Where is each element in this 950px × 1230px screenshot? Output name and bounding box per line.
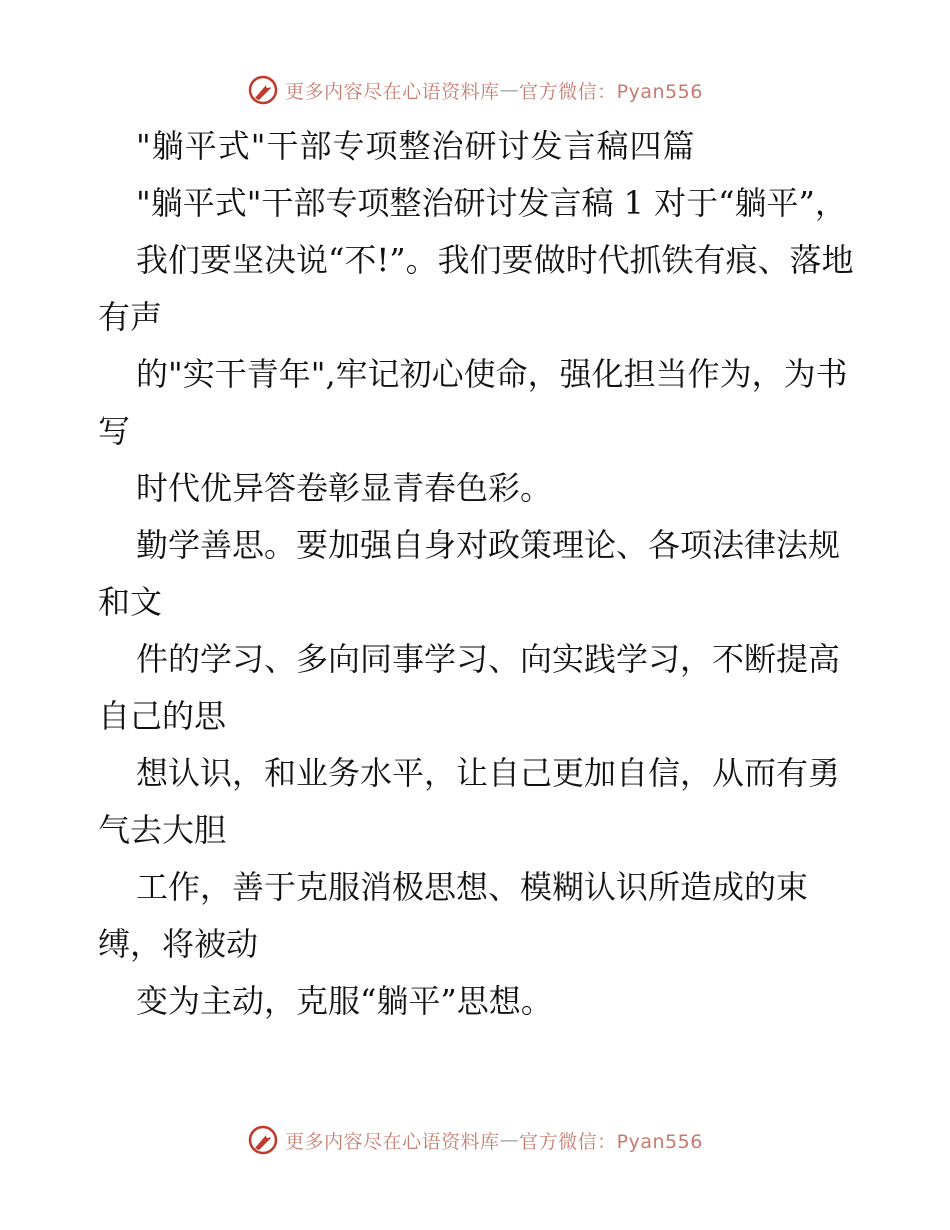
banner-separator: — bbox=[499, 1129, 520, 1151]
banner-wechat-text: 官方微信：Pyan556 bbox=[519, 1130, 703, 1153]
paragraph-9: 变为主动，克服“躺平”思想。 bbox=[136, 982, 553, 1020]
paragraph-5: 勤学善思。要加强自身对政策理论、各项法律法规和文 bbox=[98, 526, 841, 621]
paragraph-7: 想认识，和业务水平，让自己更加自信，从而有勇气去大胆 bbox=[98, 754, 841, 849]
pen-nib-circle-icon bbox=[247, 74, 279, 106]
paragraph-2: 我们要坚决说“不!”。我们要做时代抓铁有痕、落地有声 bbox=[98, 241, 854, 336]
document-title: "躺平式"干部专项整治研讨发言稿四篇 bbox=[136, 127, 696, 165]
banner-separator: — bbox=[499, 79, 520, 101]
banner-brand-text: 更多内容尽在心语资料库 bbox=[285, 80, 500, 103]
paragraph-4: 时代优异答卷彰显青春色彩。 bbox=[136, 469, 553, 507]
paragraph-3: 的"实干青年",牢记初心使命，强化担当作为，为书写 bbox=[98, 355, 848, 450]
banner-wechat-text: 官方微信：Pyan556 bbox=[519, 80, 703, 103]
banner-brand-text: 更多内容尽在心语资料库 bbox=[285, 1130, 500, 1153]
pen-nib-circle-icon bbox=[247, 1124, 279, 1156]
footer-watermark-banner bbox=[0, 1120, 950, 1160]
paragraph-8: 工作，善于克服消极思想、模糊认识所造成的束缚，将被动 bbox=[98, 868, 809, 963]
document-body bbox=[98, 118, 858, 1030]
header-watermark-banner bbox=[0, 70, 950, 110]
paragraph-6: 件的学习、多向同事学习、向实践学习，不断提高自己的思 bbox=[98, 640, 841, 735]
paragraph-1: "躺平式"干部专项整治研讨发言稿 1 对于“躺平”， bbox=[136, 184, 847, 222]
